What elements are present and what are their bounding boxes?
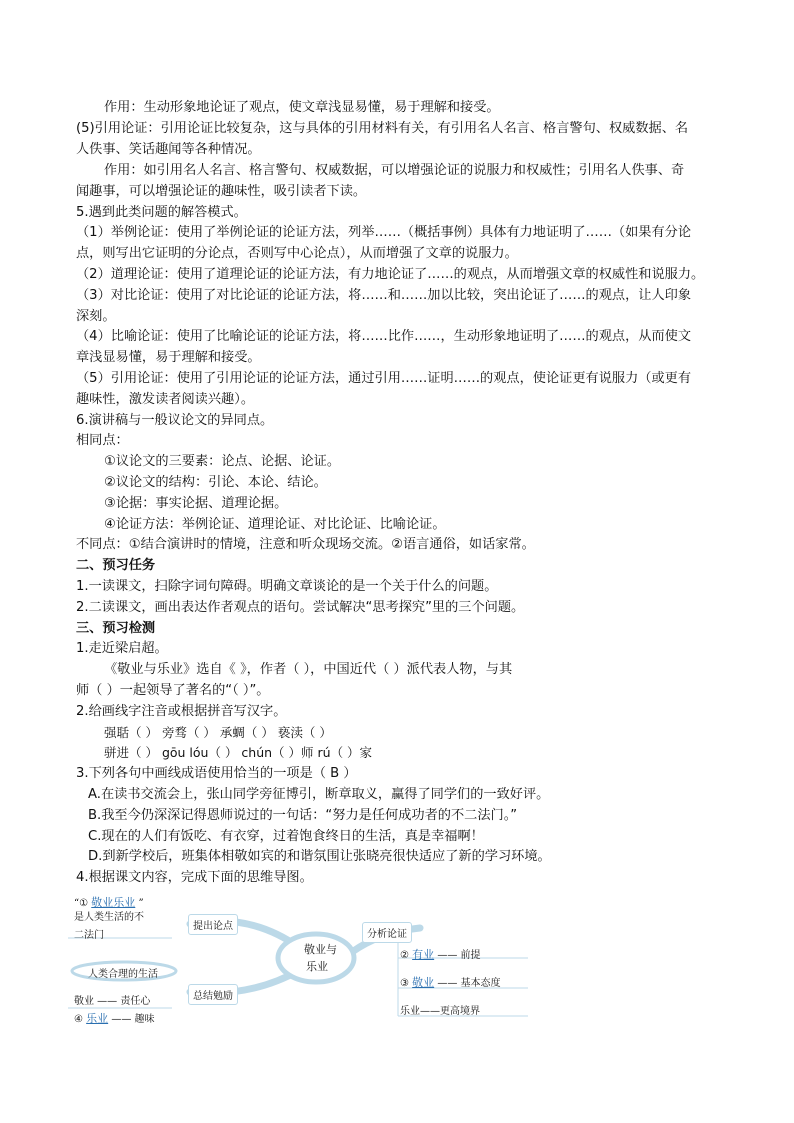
text-line: 相同点： xyxy=(76,433,129,448)
text-line: 4.根据课文内容，完成下面的思维导图。 xyxy=(76,870,313,885)
section-heading: 三、预习检测 xyxy=(76,621,156,636)
left-bottom-row1: 敬业 —— 责任心 xyxy=(74,996,151,1007)
left-bottom-oval-text: 人类合理的生活 xyxy=(88,969,158,980)
text-line: 作用：生动形象地论证了观点，使文章浅显易懂，易于理解和接受。 xyxy=(104,100,500,115)
text-line: 骈进（ ） gōu lóu（ ） chún（ ）师 rú（ ）家 xyxy=(104,745,373,760)
text-line: 点，则写出它证明的分论点，否则写中心论点），从而增强了文章的说服力。 xyxy=(76,246,518,261)
text-line: 作用：如引用名人名言、格言警句、权威数据，可以增强论证的说服力和权威性；引用名人佚事、奇 xyxy=(104,163,685,178)
text-line: 趣味性，激发读者阅读兴趣）。 xyxy=(76,392,255,407)
center-line-1: 敬业与 xyxy=(304,943,337,956)
text-line: 不同点：①结合演讲时的情境，注意和听众现场交流。②语言通俗，如话家常。 xyxy=(76,537,535,552)
text-line: C.现在的人们有饭吃、有衣穿，过着饱食终日的生活，真是幸福啊！ xyxy=(88,829,484,844)
text-line: 闻趣事，可以增强论证的趣味性，吸引读者下读。 xyxy=(76,184,367,199)
text-line: (5)引用论证：引用论证比较复杂，这与具体的引用材料有关，有引用名人名言、格言警句、权威数据、名 xyxy=(76,121,689,136)
text-line: 1.一读课文，扫除字词句障碍。明确文章谈论的是一个关于什么的问题。 xyxy=(76,579,498,594)
mind-map xyxy=(60,888,540,1028)
text-line: （2）道理论证：使用了道理论证的论证方法，有力地论证了……的观点，从而增强文章的权威性和说服力。 xyxy=(76,267,705,282)
box-summary: 总结勉励 xyxy=(188,984,238,1005)
answer-4: 乐业 xyxy=(86,1012,109,1025)
text-line: （3）对比论证：使用了对比论证的论证方法，将……和……加以比较，突出论证了……的观点，让人印象 xyxy=(76,288,692,303)
left-bottom-row2: ④ 乐业 —— 趣味 xyxy=(74,1012,155,1025)
right-row1: ② 有业 —— 前提 xyxy=(400,948,481,961)
text-line: 《敬业与乐业》选自《 》，作者（ ），中国近代（ ）派代表人物，与其 xyxy=(104,662,513,677)
section-heading: 二、预习任务 xyxy=(76,558,156,573)
right-row2: ③ 敬业 —— 基本态度 xyxy=(400,976,501,989)
text-line: A.在读书交流会上，张山同学旁征博引，断章取义，赢得了同学们的一致好评。 xyxy=(88,787,550,802)
text-line: 1.走近梁启超。 xyxy=(76,641,168,656)
text-line: 6.演讲稿与一般议论文的异同点。 xyxy=(76,413,274,428)
left-top-line3: 二法门 xyxy=(74,930,104,941)
text-line: D.到新学校后，班集体相敬如宾的和谐氛围让张晓亮很快适应了新的学习环境。 xyxy=(88,849,551,864)
text-line: （5）引用论证：使用了引用论证的论证方法，通过引用……证明……的观点，使论证更有说服力（或更有 xyxy=(76,371,692,386)
text-line: 强聒（ ） 旁骛（ ） 承蜩（ ） 亵渎（ ） xyxy=(104,725,332,740)
text-line: ③论据：事实论据、道理论据。 xyxy=(104,496,288,511)
text-line: 师（ ）一起领导了著名的“（ ）”。 xyxy=(76,683,270,698)
answer-3: 敬业 xyxy=(412,976,435,989)
text-line: ②议论文的结构：引论、本论、结论。 xyxy=(104,475,327,490)
text-line: ①议论文的三要素：论点、论据、论证。 xyxy=(104,454,341,469)
box-propose: 提出论点 xyxy=(188,914,238,935)
text-line: 深刻。 xyxy=(76,309,116,324)
text-line: （1）举例论证：使用了举例论证的论证方法，列举……（概括事例）具体有力地证明了……（如果有分论 xyxy=(76,225,692,240)
text-line: 2.二读课文，画出表达作者观点的语句。尝试解决“思考探究”里的三个问题。 xyxy=(76,600,525,615)
text-line: B.我至今仍深深记得恩师说过的一句话：“努力是任何成功者的不二法门。” xyxy=(88,808,518,823)
box-analyze: 分析论证 xyxy=(362,922,412,943)
text-line: 5.遇到此类问题的解答模式。 xyxy=(76,205,247,220)
center-line-2: 乐业 xyxy=(306,960,328,973)
text-line: （4）比喻论证：使用了比喻论证的论证方法，将……比作……，生动形象地证明了……的观点，从而使文 xyxy=(76,329,692,344)
left-top-line2: 是人类生活的不 xyxy=(74,912,144,923)
right-row3: 乐业——更高境界 xyxy=(400,1006,480,1017)
text-line: 人佚事、笑话趣闻等各种情况。 xyxy=(76,142,261,157)
answer-1: 敬业乐业 xyxy=(91,896,136,909)
text-line: 章浅显易懂，易于理解和接受。 xyxy=(76,350,261,365)
answer-2: 有业 xyxy=(412,948,435,961)
left-top-row: “① 敬业乐业 ” xyxy=(74,896,144,909)
text-line: ④论证方法：举例论证、道理论证、对比论证、比喻论证。 xyxy=(104,517,446,532)
text-line: 3.下列各句中画线成语使用恰当的一项是（ B ） xyxy=(76,766,357,781)
text-line: 2.给画线字注音或根据拼音写汉字。 xyxy=(76,704,287,719)
